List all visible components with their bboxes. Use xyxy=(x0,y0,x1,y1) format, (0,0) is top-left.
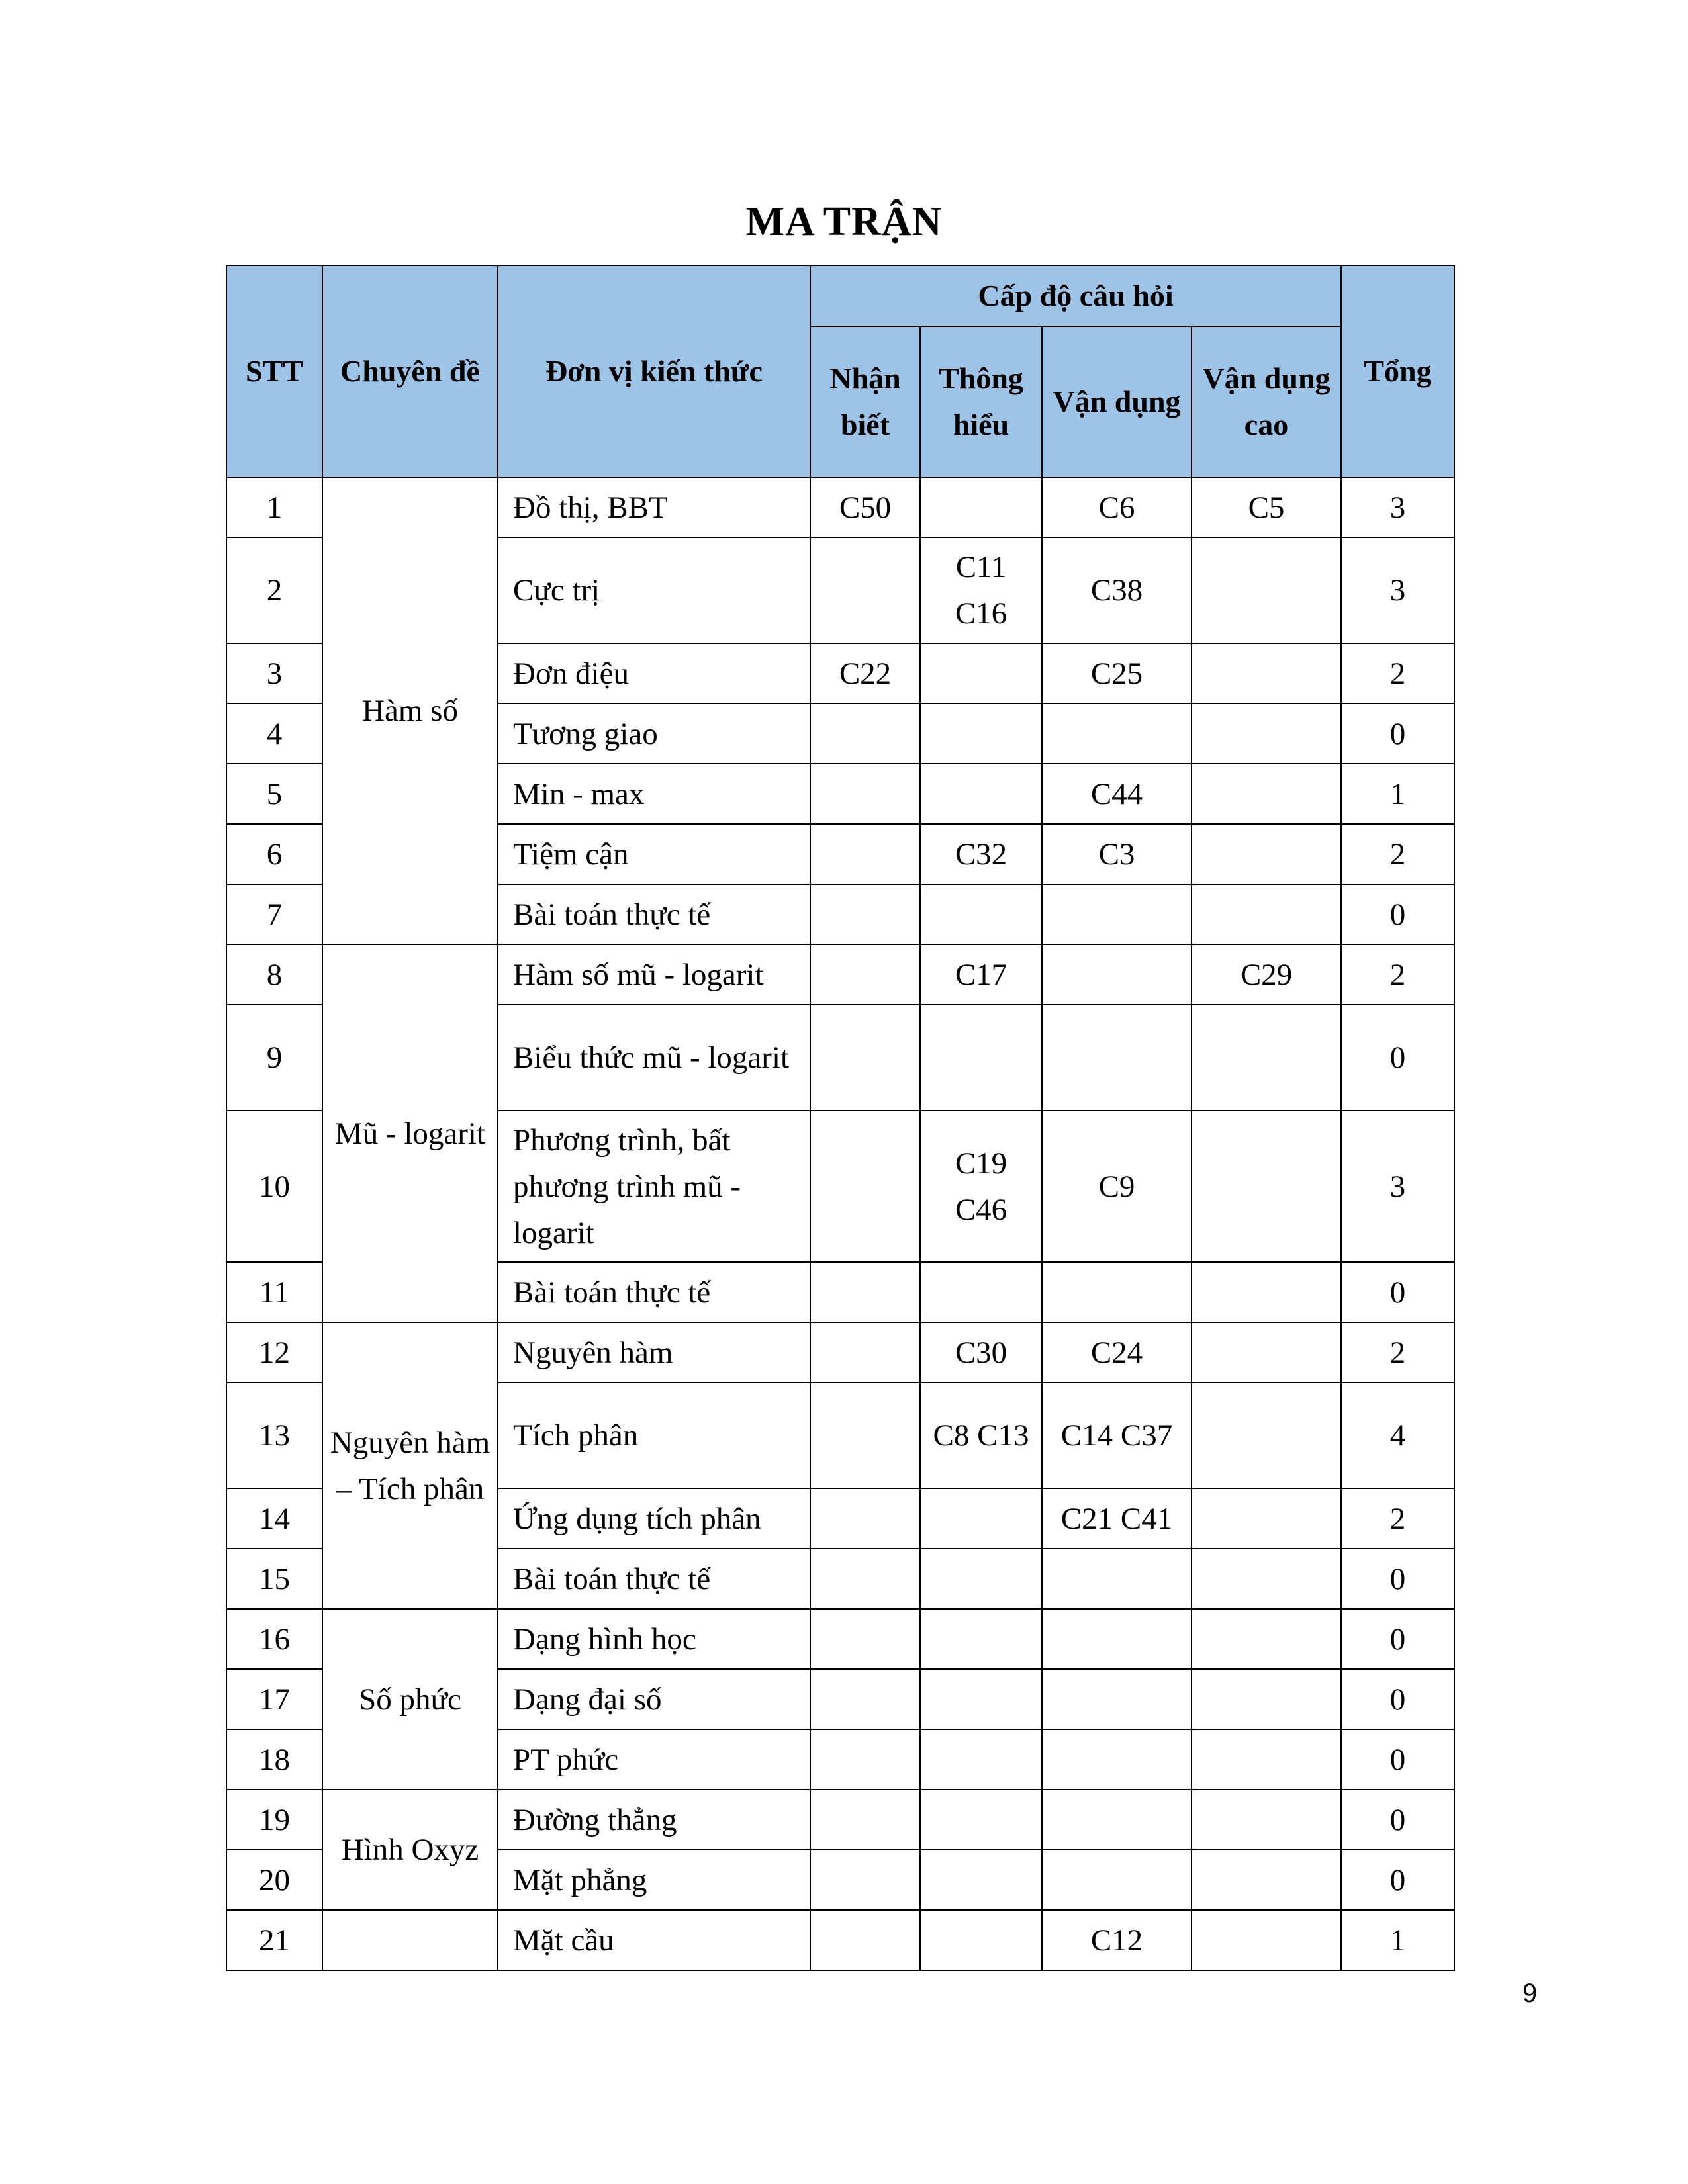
header-level-recognition: Nhận biết xyxy=(810,326,920,477)
page-number: 9 xyxy=(1523,1979,1538,2008)
topic-cell: Nguyên hàm – Tích phân xyxy=(322,1322,498,1609)
cell-advanced-application xyxy=(1192,1729,1341,1790)
cell-comprehension xyxy=(920,1609,1042,1669)
cell-recognition xyxy=(810,1609,920,1669)
cell-recognition xyxy=(810,704,920,764)
cell-recognition xyxy=(810,1488,920,1549)
cell-total: 0 xyxy=(1341,1609,1454,1669)
knowledge-unit: Mặt cầu xyxy=(498,1910,810,1970)
cell-advanced-application xyxy=(1192,824,1341,884)
cell-total: 1 xyxy=(1341,764,1454,824)
cell-advanced-application xyxy=(1192,1322,1341,1383)
row-stt: 16 xyxy=(226,1609,322,1669)
cell-recognition: C50 xyxy=(810,477,920,537)
cell-total: 2 xyxy=(1341,1488,1454,1549)
cell-advanced-application xyxy=(1192,704,1341,764)
cell-application: C9 xyxy=(1042,1111,1192,1262)
cell-comprehension xyxy=(920,704,1042,764)
cell-recognition xyxy=(810,944,920,1005)
cell-total: 1 xyxy=(1341,1910,1454,1970)
cell-recognition xyxy=(810,1790,920,1850)
cell-advanced-application xyxy=(1192,1609,1341,1669)
cell-application: C44 xyxy=(1042,764,1192,824)
cell-advanced-application xyxy=(1192,764,1341,824)
header-unit: Đơn vị kiến thức xyxy=(498,265,810,477)
row-stt: 18 xyxy=(226,1729,322,1790)
cell-application xyxy=(1042,1729,1192,1790)
cell-advanced-application xyxy=(1192,1488,1341,1549)
cell-recognition xyxy=(810,1850,920,1910)
cell-advanced-application xyxy=(1192,1383,1341,1488)
cell-total: 0 xyxy=(1341,884,1454,944)
cell-application: C14 C37 xyxy=(1042,1383,1192,1488)
header-stt: STT xyxy=(226,265,322,477)
cell-total: 0 xyxy=(1341,1549,1454,1609)
row-stt: 9 xyxy=(226,1005,322,1111)
row-stt: 8 xyxy=(226,944,322,1005)
cell-advanced-application xyxy=(1192,1790,1341,1850)
knowledge-unit: Tương giao xyxy=(498,704,810,764)
cell-recognition xyxy=(810,1262,920,1322)
row-stt: 2 xyxy=(226,537,322,643)
cell-application xyxy=(1042,884,1192,944)
cell-advanced-application xyxy=(1192,537,1341,643)
header-topic: Chuyên đề xyxy=(322,265,498,477)
topic-cell: Hình Oxyz xyxy=(322,1790,498,1910)
row-stt: 1 xyxy=(226,477,322,537)
knowledge-unit: Hàm số mũ - logarit xyxy=(498,944,810,1005)
cell-application xyxy=(1042,1549,1192,1609)
cell-advanced-application xyxy=(1192,1005,1341,1111)
cell-total: 0 xyxy=(1341,704,1454,764)
cell-recognition xyxy=(810,1669,920,1729)
cell-comprehension xyxy=(920,1910,1042,1970)
cell-advanced-application: C29 xyxy=(1192,944,1341,1005)
cell-comprehension xyxy=(920,764,1042,824)
page-title: MA TRẬN xyxy=(745,199,943,244)
cell-comprehension xyxy=(920,1790,1042,1850)
cell-application: C21 C41 xyxy=(1042,1488,1192,1549)
cell-total: 4 xyxy=(1341,1383,1454,1488)
cell-application xyxy=(1042,1609,1192,1669)
cell-comprehension xyxy=(920,1005,1042,1111)
cell-comprehension xyxy=(920,1549,1042,1609)
header-levels-group: Cấp độ câu hỏi xyxy=(810,265,1341,326)
cell-advanced-application xyxy=(1192,1669,1341,1729)
row-stt: 10 xyxy=(226,1111,322,1262)
cell-recognition xyxy=(810,1910,920,1970)
knowledge-unit: Nguyên hàm xyxy=(498,1322,810,1383)
row-stt: 20 xyxy=(226,1850,322,1910)
cell-advanced-application xyxy=(1192,643,1341,704)
cell-application: C24 xyxy=(1042,1322,1192,1383)
knowledge-unit: Cực trị xyxy=(498,537,810,643)
row-stt: 3 xyxy=(226,643,322,704)
knowledge-unit: Bài toán thực tế xyxy=(498,1549,810,1609)
knowledge-unit: Phương trình, bất phương trình mũ - logarit xyxy=(498,1111,810,1262)
cell-recognition xyxy=(810,1322,920,1383)
row-stt: 5 xyxy=(226,764,322,824)
cell-application xyxy=(1042,1669,1192,1729)
cell-advanced-application xyxy=(1192,1850,1341,1910)
row-stt: 11 xyxy=(226,1262,322,1322)
cell-application xyxy=(1042,1262,1192,1322)
topic-cell: Mũ - logarit xyxy=(322,944,498,1322)
cell-recognition xyxy=(810,537,920,643)
matrix-table xyxy=(226,265,1455,1971)
cell-application xyxy=(1042,1790,1192,1850)
cell-total: 0 xyxy=(1341,1790,1454,1850)
row-stt: 4 xyxy=(226,704,322,764)
knowledge-unit: Min - max xyxy=(498,764,810,824)
cell-total: 3 xyxy=(1341,537,1454,643)
cell-advanced-application xyxy=(1192,1549,1341,1609)
cell-comprehension: C32 xyxy=(920,824,1042,884)
cell-total: 0 xyxy=(1341,1729,1454,1790)
cell-recognition xyxy=(810,1111,920,1262)
row-stt: 6 xyxy=(226,824,322,884)
cell-comprehension xyxy=(920,477,1042,537)
cell-application: C12 xyxy=(1042,1910,1192,1970)
cell-application: C3 xyxy=(1042,824,1192,884)
cell-total: 3 xyxy=(1341,477,1454,537)
knowledge-unit: PT phức xyxy=(498,1729,810,1790)
cell-total: 0 xyxy=(1341,1005,1454,1111)
cell-comprehension xyxy=(920,643,1042,704)
cell-comprehension xyxy=(920,1850,1042,1910)
knowledge-unit: Tiệm cận xyxy=(498,824,810,884)
cell-application: C6 xyxy=(1042,477,1192,537)
topic-cell: Hàm số xyxy=(322,477,498,944)
row-stt: 12 xyxy=(226,1322,322,1383)
row-stt: 17 xyxy=(226,1669,322,1729)
cell-total: 2 xyxy=(1341,1322,1454,1383)
cell-application: C38 xyxy=(1042,537,1192,643)
cell-recognition xyxy=(810,884,920,944)
header-level-comprehension: Thông hiểu xyxy=(920,326,1042,477)
cell-recognition: C22 xyxy=(810,643,920,704)
cell-comprehension: C19 C46 xyxy=(920,1111,1042,1262)
knowledge-unit: Biểu thức mũ - logarit xyxy=(498,1005,810,1111)
cell-advanced-application xyxy=(1192,1111,1341,1262)
cell-comprehension: C11 C16 xyxy=(920,537,1042,643)
cell-comprehension: C17 xyxy=(920,944,1042,1005)
knowledge-unit: Đơn điệu xyxy=(498,643,810,704)
cell-comprehension xyxy=(920,1488,1042,1549)
knowledge-unit: Dạng đại số xyxy=(498,1669,810,1729)
cell-application xyxy=(1042,704,1192,764)
cell-total: 2 xyxy=(1341,944,1454,1005)
cell-comprehension xyxy=(920,884,1042,944)
cell-advanced-application xyxy=(1192,1262,1341,1322)
cell-total: 3 xyxy=(1341,1111,1454,1262)
knowledge-unit: Dạng hình học xyxy=(498,1609,810,1669)
knowledge-unit: Ứng dụng tích phân xyxy=(498,1488,810,1549)
row-stt: 15 xyxy=(226,1549,322,1609)
topic-cell xyxy=(322,1910,498,1970)
cell-comprehension xyxy=(920,1729,1042,1790)
cell-application: C25 xyxy=(1042,643,1192,704)
cell-recognition xyxy=(810,1729,920,1790)
cell-application xyxy=(1042,1850,1192,1910)
row-stt: 19 xyxy=(226,1790,322,1850)
cell-total: 0 xyxy=(1341,1850,1454,1910)
cell-advanced-application: C5 xyxy=(1192,477,1341,537)
knowledge-unit: Đồ thị, BBT xyxy=(498,477,810,537)
knowledge-unit: Bài toán thực tế xyxy=(498,1262,810,1322)
knowledge-unit: Bài toán thực tế xyxy=(498,884,810,944)
cell-comprehension xyxy=(920,1262,1042,1322)
row-stt: 14 xyxy=(226,1488,322,1549)
cell-recognition xyxy=(810,1383,920,1488)
cell-recognition xyxy=(810,824,920,884)
cell-comprehension: C30 xyxy=(920,1322,1042,1383)
header-total: Tổng xyxy=(1341,265,1454,477)
cell-comprehension: C8 C13 xyxy=(920,1383,1042,1488)
knowledge-unit: Mặt phẳng xyxy=(498,1850,810,1910)
row-stt: 7 xyxy=(226,884,322,944)
cell-recognition xyxy=(810,1005,920,1111)
row-stt: 13 xyxy=(226,1383,322,1488)
knowledge-unit: Đường thẳng xyxy=(498,1790,810,1850)
cell-application xyxy=(1042,1005,1192,1111)
cell-recognition xyxy=(810,1549,920,1609)
cell-advanced-application xyxy=(1192,884,1341,944)
cell-total: 0 xyxy=(1341,1262,1454,1322)
row-stt: 21 xyxy=(226,1910,322,1970)
topic-cell: Số phức xyxy=(322,1609,498,1790)
cell-comprehension xyxy=(920,1669,1042,1729)
cell-total: 2 xyxy=(1341,643,1454,704)
header-level-application: Vận dụng xyxy=(1042,326,1192,477)
header-level-advanced-application: Vận dụng cao xyxy=(1192,326,1341,477)
cell-total: 0 xyxy=(1341,1669,1454,1729)
cell-advanced-application xyxy=(1192,1910,1341,1970)
cell-application xyxy=(1042,944,1192,1005)
cell-recognition xyxy=(810,764,920,824)
knowledge-unit: Tích phân xyxy=(498,1383,810,1488)
cell-total: 2 xyxy=(1341,824,1454,884)
